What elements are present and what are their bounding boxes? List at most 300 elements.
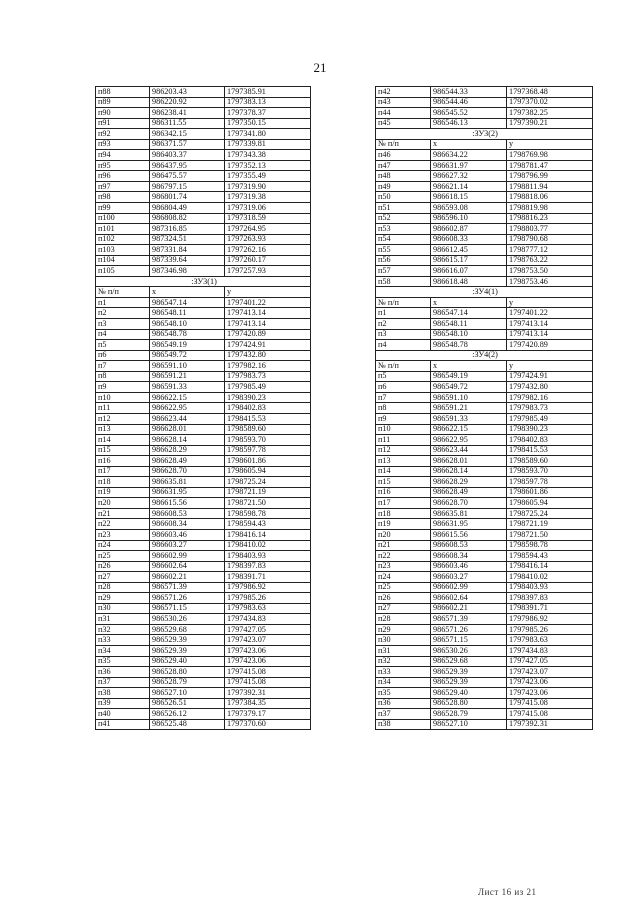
- point-id-cell: п28: [96, 582, 150, 593]
- y-coordinate-cell: 1797319.38: [225, 192, 311, 203]
- y-coordinate-cell: y: [507, 139, 593, 150]
- point-id-cell: п49: [376, 181, 431, 192]
- x-coordinate-cell: 987316.85: [150, 224, 225, 235]
- table-row: [96, 456, 311, 467]
- y-coordinate-cell: 1797986.92: [225, 582, 311, 593]
- x-coordinate-cell: 986527.10: [150, 688, 225, 699]
- table-row: [376, 698, 593, 709]
- y-coordinate-cell: 1798763.22: [507, 255, 593, 266]
- y-coordinate-cell: 1798391.71: [225, 572, 311, 583]
- table-row: [96, 635, 311, 646]
- point-id-cell: п99: [96, 203, 150, 214]
- point-id-cell: п11: [96, 403, 150, 414]
- table-row: [376, 266, 593, 277]
- point-id-cell: п43: [376, 97, 431, 108]
- table-row: [376, 87, 593, 98]
- y-coordinate-cell: 1797415.08: [225, 667, 311, 678]
- y-coordinate-cell: 1797986.92: [507, 614, 593, 625]
- x-coordinate-cell: 986529.68: [431, 656, 507, 667]
- table-row: [376, 181, 593, 192]
- point-id-cell: п28: [376, 614, 431, 625]
- x-coordinate-cell: 986602.64: [431, 593, 507, 604]
- y-coordinate-cell: 1797385.91: [225, 87, 311, 98]
- table-row: [376, 403, 593, 414]
- point-id-cell: п27: [96, 572, 150, 583]
- y-coordinate-cell: 1797319.06: [225, 203, 311, 214]
- point-id-cell: п37: [376, 709, 431, 720]
- point-id-cell: п52: [376, 213, 431, 224]
- x-coordinate-cell: 986618.48: [431, 276, 507, 287]
- section-header-row: [376, 350, 593, 361]
- point-id-cell: п20: [96, 498, 150, 509]
- table-row: [96, 350, 311, 361]
- table-row: [96, 413, 311, 424]
- table-row: [96, 255, 311, 266]
- x-coordinate-cell: 986548.10: [150, 319, 225, 330]
- x-coordinate-cell: 986571.15: [431, 635, 507, 646]
- y-coordinate-cell: 1797423.07: [225, 635, 311, 646]
- point-id-cell: п23: [96, 529, 150, 540]
- table-row: [376, 203, 593, 214]
- table-row: [376, 466, 593, 477]
- point-id-cell: п35: [376, 688, 431, 699]
- table-row: [96, 593, 311, 604]
- point-id-cell: п38: [376, 719, 431, 730]
- y-coordinate-cell: 1798403.93: [507, 582, 593, 593]
- x-coordinate-cell: 986603.46: [431, 561, 507, 572]
- x-coordinate-cell: 986475.57: [150, 171, 225, 182]
- y-coordinate-cell: 1798403.93: [225, 551, 311, 562]
- x-coordinate-cell: 986371.57: [150, 139, 225, 150]
- point-id-cell: п39: [96, 698, 150, 709]
- x-coordinate-cell: 986529.39: [431, 677, 507, 688]
- y-coordinate-cell: 1797985.49: [507, 413, 593, 424]
- y-coordinate-cell: 1797424.91: [225, 340, 311, 351]
- y-coordinate-cell: 1798601.86: [507, 487, 593, 498]
- x-coordinate-cell: 986622.95: [150, 403, 225, 414]
- x-coordinate-cell: 986631.97: [431, 160, 507, 171]
- y-coordinate-cell: 1798753.46: [507, 276, 593, 287]
- table-row: [376, 561, 593, 572]
- point-id-cell: п48: [376, 171, 431, 182]
- y-coordinate-cell: 1797423.07: [507, 667, 593, 678]
- x-coordinate-cell: x: [150, 287, 225, 298]
- y-coordinate-cell: 1797383.13: [225, 97, 311, 108]
- y-coordinate-cell: 1798397.83: [507, 593, 593, 604]
- table-row: [96, 529, 311, 540]
- y-coordinate-cell: 1798598.78: [507, 540, 593, 551]
- y-coordinate-cell: 1797378.37: [225, 108, 311, 119]
- point-id-cell: п20: [376, 529, 431, 540]
- y-coordinate-cell: 1797423.06: [507, 688, 593, 699]
- point-id-cell: п104: [96, 255, 150, 266]
- x-coordinate-cell: x: [431, 297, 507, 308]
- table-row: [96, 97, 311, 108]
- x-coordinate-cell: 986591.10: [431, 392, 507, 403]
- y-coordinate-cell: 1798790.68: [507, 234, 593, 245]
- x-coordinate-cell: 986602.21: [431, 603, 507, 614]
- y-coordinate-cell: 1797392.31: [507, 719, 593, 730]
- point-id-cell: п4: [376, 340, 431, 351]
- y-coordinate-cell: y: [507, 297, 593, 308]
- point-id-cell: п17: [96, 466, 150, 477]
- table-row: [376, 688, 593, 699]
- y-coordinate-cell: 1797432.80: [507, 382, 593, 393]
- point-id-cell: п40: [96, 709, 150, 720]
- table-row: [96, 498, 311, 509]
- table-row: [96, 572, 311, 583]
- x-coordinate-cell: 986547.14: [431, 308, 507, 319]
- table-row: [376, 540, 593, 551]
- table-row: [96, 709, 311, 720]
- table-row: [376, 245, 593, 256]
- y-coordinate-cell: 1797985.26: [225, 593, 311, 604]
- point-id-cell: п58: [376, 276, 431, 287]
- table-row: [376, 719, 593, 730]
- table-row: [376, 529, 593, 540]
- table-row: [376, 234, 593, 245]
- point-id-cell: п32: [376, 656, 431, 667]
- table-row: [96, 203, 311, 214]
- table-row: [96, 424, 311, 435]
- y-coordinate-cell: 1797392.31: [225, 688, 311, 699]
- x-coordinate-cell: 986548.11: [150, 308, 225, 319]
- point-id-cell: п31: [376, 645, 431, 656]
- x-coordinate-cell: 987346.98: [150, 266, 225, 277]
- table-row: [96, 287, 311, 298]
- y-coordinate-cell: 1797432.80: [225, 350, 311, 361]
- point-id-cell: п30: [96, 603, 150, 614]
- x-coordinate-cell: 986608.34: [431, 551, 507, 562]
- point-id-cell: п45: [376, 118, 431, 129]
- x-coordinate-cell: 986591.21: [431, 403, 507, 414]
- point-id-cell: п88: [96, 87, 150, 98]
- y-coordinate-cell: 1797370.60: [225, 719, 311, 730]
- table-row: [96, 561, 311, 572]
- point-id-cell: п7: [376, 392, 431, 403]
- point-id-cell: № п/п: [376, 297, 431, 308]
- table-row: [96, 540, 311, 551]
- point-id-cell: п22: [376, 551, 431, 562]
- table-row: [96, 656, 311, 667]
- y-coordinate-cell: 1798597.78: [225, 445, 311, 456]
- y-coordinate-cell: 1798721.50: [507, 529, 593, 540]
- y-coordinate-cell: 1798597.78: [507, 477, 593, 488]
- table-row: [96, 508, 311, 519]
- table-row: [96, 224, 311, 235]
- y-coordinate-cell: 1797983.63: [507, 635, 593, 646]
- x-coordinate-cell: 986591.33: [150, 382, 225, 393]
- table-row: [376, 519, 593, 530]
- table-row: [96, 392, 311, 403]
- table-row: [96, 361, 311, 372]
- table-row: [376, 709, 593, 720]
- table-row: [376, 276, 593, 287]
- table-row: [376, 551, 593, 562]
- point-id-cell: п13: [96, 424, 150, 435]
- table-row: [376, 192, 593, 203]
- table-row: [376, 635, 593, 646]
- y-coordinate-cell: 1797413.14: [507, 319, 593, 330]
- point-id-cell: № п/п: [96, 287, 150, 298]
- point-id-cell: п105: [96, 266, 150, 277]
- table-row: [96, 435, 311, 446]
- x-coordinate-cell: 986808.82: [150, 213, 225, 224]
- section-header-row: [376, 287, 593, 298]
- table-row: [96, 382, 311, 393]
- point-id-cell: п46: [376, 150, 431, 161]
- x-coordinate-cell: 986403.37: [150, 150, 225, 161]
- y-coordinate-cell: 1797368.48: [507, 87, 593, 98]
- y-coordinate-cell: 1797985.26: [507, 624, 593, 635]
- x-coordinate-cell: 986591.21: [150, 371, 225, 382]
- x-coordinate-cell: 986529.68: [150, 624, 225, 635]
- y-coordinate-cell: 1798593.70: [225, 435, 311, 446]
- table-row: [96, 667, 311, 678]
- y-coordinate-cell: 1798390.23: [507, 424, 593, 435]
- y-coordinate-cell: 1797424.91: [507, 371, 593, 382]
- x-coordinate-cell: 986220.92: [150, 97, 225, 108]
- point-id-cell: п29: [376, 624, 431, 635]
- table-row: [96, 688, 311, 699]
- point-id-cell: п6: [376, 382, 431, 393]
- x-coordinate-cell: 986628.49: [150, 456, 225, 467]
- y-coordinate-cell: 1797341.80: [225, 129, 311, 140]
- y-coordinate-cell: 1797319.90: [225, 181, 311, 192]
- x-coordinate-cell: 986628.01: [150, 424, 225, 435]
- table-row: [96, 340, 311, 351]
- x-coordinate-cell: 986528.80: [431, 698, 507, 709]
- table-row: [376, 213, 593, 224]
- x-coordinate-cell: 986603.27: [431, 572, 507, 583]
- x-coordinate-cell: 986603.46: [150, 529, 225, 540]
- point-id-cell: п1: [376, 308, 431, 319]
- point-id-cell: п19: [96, 487, 150, 498]
- y-coordinate-cell: 1797350.15: [225, 118, 311, 129]
- point-id-cell: п33: [376, 667, 431, 678]
- x-coordinate-cell: 986635.81: [431, 508, 507, 519]
- table-row: [376, 118, 593, 129]
- point-id-cell: п9: [96, 382, 150, 393]
- x-coordinate-cell: 986628.70: [431, 498, 507, 509]
- x-coordinate-cell: 986529.39: [150, 635, 225, 646]
- point-id-cell: п26: [96, 561, 150, 572]
- y-coordinate-cell: 1797982.16: [507, 392, 593, 403]
- x-coordinate-cell: 986546.13: [431, 118, 507, 129]
- y-coordinate-cell: 1797355.49: [225, 171, 311, 182]
- y-coordinate-cell: 1798601.86: [225, 456, 311, 467]
- x-coordinate-cell: 986593.08: [431, 203, 507, 214]
- point-id-cell: п102: [96, 234, 150, 245]
- y-coordinate-cell: 1798721.19: [225, 487, 311, 498]
- x-coordinate-cell: 986622.15: [150, 392, 225, 403]
- y-coordinate-cell: 1797434.83: [225, 614, 311, 625]
- point-id-cell: п3: [376, 329, 431, 340]
- y-coordinate-cell: y: [225, 287, 311, 298]
- x-coordinate-cell: 986621.14: [431, 181, 507, 192]
- x-coordinate-cell: 986548.11: [431, 319, 507, 330]
- point-id-cell: п47: [376, 160, 431, 171]
- x-coordinate-cell: 986612.45: [431, 245, 507, 256]
- x-coordinate-cell: 986544.33: [431, 87, 507, 98]
- x-coordinate-cell: 986628.01: [431, 456, 507, 467]
- x-coordinate-cell: 986615.56: [150, 498, 225, 509]
- y-coordinate-cell: 1798390.23: [225, 392, 311, 403]
- point-id-cell: п4: [96, 329, 150, 340]
- y-coordinate-cell: 1797401.22: [225, 297, 311, 308]
- y-coordinate-cell: 1797370.02: [507, 97, 593, 108]
- point-id-cell: п50: [376, 192, 431, 203]
- table-row: [376, 667, 593, 678]
- point-id-cell: п25: [96, 551, 150, 562]
- y-coordinate-cell: 1797415.08: [507, 709, 593, 720]
- table-row: [376, 308, 593, 319]
- table-row: [96, 160, 311, 171]
- point-id-cell: п1: [96, 297, 150, 308]
- table-row: [96, 477, 311, 488]
- table-row: [96, 245, 311, 256]
- point-id-cell: п36: [96, 667, 150, 678]
- page-number: 21: [313, 60, 327, 75]
- point-id-cell: п5: [376, 371, 431, 382]
- x-coordinate-cell: 986602.99: [431, 582, 507, 593]
- y-coordinate-cell: 1797413.14: [225, 319, 311, 330]
- x-coordinate-cell: 986571.15: [150, 603, 225, 614]
- table-row: [376, 582, 593, 593]
- table-row: [376, 171, 593, 182]
- point-id-cell: п8: [96, 371, 150, 382]
- x-coordinate-cell: x: [431, 139, 507, 150]
- y-coordinate-cell: 1798410.02: [225, 540, 311, 551]
- x-coordinate-cell: 986571.39: [150, 582, 225, 593]
- x-coordinate-cell: 986602.21: [150, 572, 225, 583]
- y-coordinate-cell: 1798391.71: [507, 603, 593, 614]
- point-id-cell: п18: [96, 477, 150, 488]
- table-row: [376, 498, 593, 509]
- table-row: [96, 624, 311, 635]
- y-coordinate-cell: 1798415.53: [507, 445, 593, 456]
- table-row: [376, 340, 593, 351]
- table-row: [96, 129, 311, 140]
- table-row: [376, 329, 593, 340]
- table-row: [96, 118, 311, 129]
- x-coordinate-cell: 986528.79: [150, 677, 225, 688]
- table-row: [376, 150, 593, 161]
- x-coordinate-cell: 986602.99: [150, 551, 225, 562]
- table-row: [376, 603, 593, 614]
- point-id-cell: п95: [96, 160, 150, 171]
- table-row: [96, 213, 311, 224]
- table-row: [96, 719, 311, 730]
- table-row: [376, 445, 593, 456]
- point-id-cell: п9: [376, 413, 431, 424]
- table-row: [376, 160, 593, 171]
- x-coordinate-cell: 986548.78: [150, 329, 225, 340]
- y-coordinate-cell: 1797257.93: [225, 266, 311, 277]
- x-coordinate-cell: 986618.15: [431, 192, 507, 203]
- x-coordinate-cell: 986591.10: [150, 361, 225, 372]
- x-coordinate-cell: 986571.26: [431, 624, 507, 635]
- y-coordinate-cell: 1797982.16: [225, 361, 311, 372]
- point-id-cell: п100: [96, 213, 150, 224]
- x-coordinate-cell: 986608.53: [150, 508, 225, 519]
- table-row: [376, 371, 593, 382]
- table-row: [96, 403, 311, 414]
- table-row: [376, 392, 593, 403]
- point-id-cell: п101: [96, 224, 150, 235]
- y-coordinate-cell: 1798416.14: [225, 529, 311, 540]
- x-coordinate-cell: 986549.19: [431, 371, 507, 382]
- point-id-cell: п27: [376, 603, 431, 614]
- y-coordinate-cell: 1798819.98: [507, 203, 593, 214]
- x-coordinate-cell: 986529.39: [431, 667, 507, 678]
- y-coordinate-cell: 1797983.73: [225, 371, 311, 382]
- table-row: [376, 297, 593, 308]
- point-id-cell: п96: [96, 171, 150, 182]
- x-coordinate-cell: 986526.51: [150, 698, 225, 709]
- table-row: [96, 87, 311, 98]
- table-row: [376, 382, 593, 393]
- point-id-cell: п33: [96, 635, 150, 646]
- y-coordinate-cell: 1798811.94: [507, 181, 593, 192]
- point-id-cell: п93: [96, 139, 150, 150]
- point-id-cell: п21: [376, 540, 431, 551]
- point-id-cell: п2: [376, 319, 431, 330]
- table-row: [96, 108, 311, 119]
- y-coordinate-cell: 1797434.83: [507, 645, 593, 656]
- point-id-cell: п17: [376, 498, 431, 509]
- x-coordinate-cell: 986623.44: [431, 445, 507, 456]
- x-coordinate-cell: 986623.44: [150, 413, 225, 424]
- table-row: [376, 624, 593, 635]
- point-id-cell: п94: [96, 150, 150, 161]
- x-coordinate-cell: 986530.26: [431, 645, 507, 656]
- x-coordinate-cell: 986549.72: [150, 350, 225, 361]
- x-coordinate-cell: 986634.22: [431, 150, 507, 161]
- table-row: [96, 234, 311, 245]
- x-coordinate-cell: 986608.53: [431, 540, 507, 551]
- table-row: [376, 656, 593, 667]
- y-coordinate-cell: 1797379.17: [225, 709, 311, 720]
- table-row: [376, 413, 593, 424]
- point-id-cell: п32: [96, 624, 150, 635]
- y-coordinate-cell: 1798769.98: [507, 150, 593, 161]
- x-coordinate-cell: 986549.72: [431, 382, 507, 393]
- point-id-cell: п35: [96, 656, 150, 667]
- y-coordinate-cell: 1798796.99: [507, 171, 593, 182]
- x-coordinate-cell: 986591.33: [431, 413, 507, 424]
- y-coordinate-cell: 1798605.94: [507, 498, 593, 509]
- x-coordinate-cell: 986628.29: [150, 445, 225, 456]
- point-id-cell: п16: [96, 456, 150, 467]
- y-coordinate-cell: 1798803.77: [507, 224, 593, 235]
- x-coordinate-cell: 986628.29: [431, 477, 507, 488]
- table-row: [376, 97, 593, 108]
- y-coordinate-cell: 1797423.06: [225, 645, 311, 656]
- y-coordinate-cell: 1797384.35: [225, 698, 311, 709]
- point-id-cell: п23: [376, 561, 431, 572]
- point-id-cell: п98: [96, 192, 150, 203]
- y-coordinate-cell: 1797420.89: [507, 340, 593, 351]
- section-header-row: [376, 129, 593, 140]
- table-row: [96, 551, 311, 562]
- y-coordinate-cell: 1798605.94: [225, 466, 311, 477]
- table-row: [376, 361, 593, 372]
- y-coordinate-cell: 1797420.89: [225, 329, 311, 340]
- section-title: :ЗУ3(1): [96, 276, 311, 287]
- point-id-cell: п41: [96, 719, 150, 730]
- point-id-cell: п37: [96, 677, 150, 688]
